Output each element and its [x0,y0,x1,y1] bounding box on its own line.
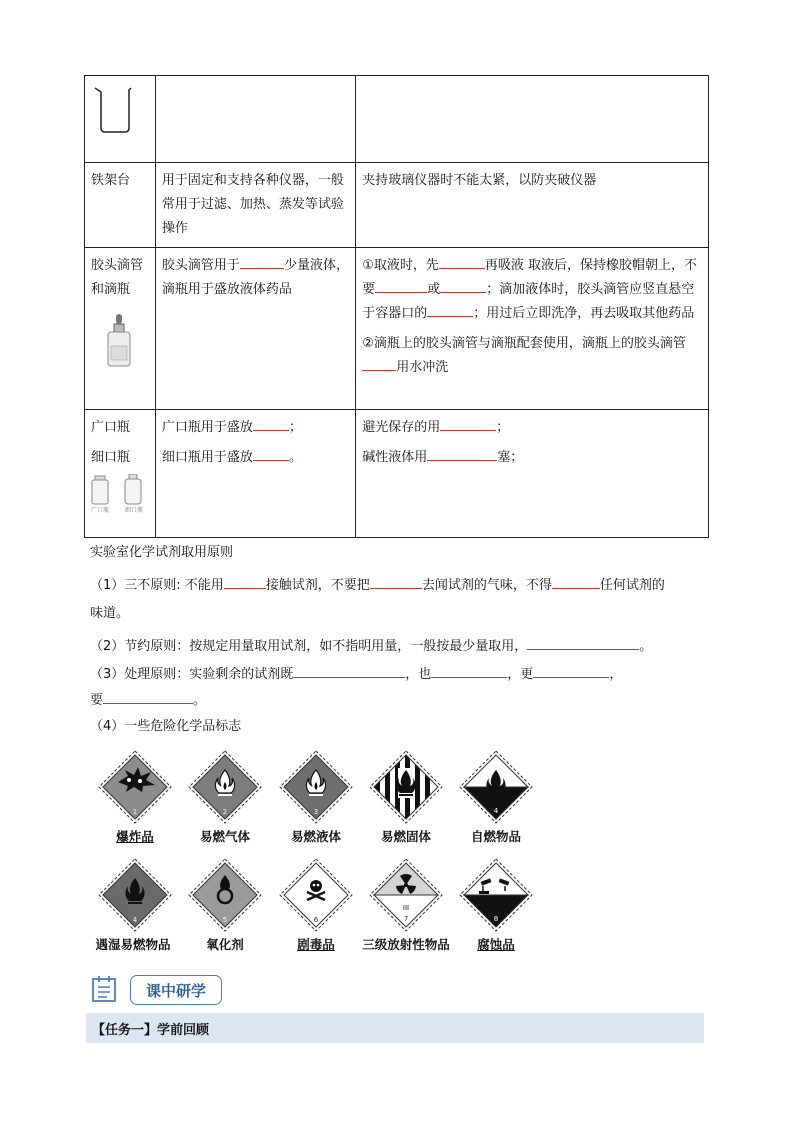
principle-1: （1）三不原则: 不能用 接触试剂，不要把 去闻试剂的气味，不得 任何试剂的 [90,574,665,596]
principle-4: （4）一些危险化学品标志 [90,719,242,734]
svg-text:7: 7 [403,915,409,923]
svg-text:6: 6 [313,916,319,924]
dropper-bottle-image [105,312,135,368]
sign-label: 腐蚀品 [477,937,515,952]
apparatus-name: 胶头滴管和滴瓶 [91,258,144,297]
flammable-gas-sign-icon [188,750,262,824]
answer-blank[interactable] [440,278,486,293]
apparatus-table [84,75,709,538]
task-banner [86,1013,704,1043]
spontaneous-combustion-sign-icon [459,750,533,824]
apparatus-use: 用于固定和支持各种仪器，一般常用于过滤、加热、蒸发等试验操作 [155,163,355,248]
sign-label: 三级放射性物品 [362,937,450,952]
sign-label: 易燃固体 [380,829,431,844]
answer-blank[interactable] [224,574,266,589]
task-title: 【任务一】学前回顾 [92,1023,210,1038]
svg-text:1: 1 [132,808,138,816]
flammable-solid-sign-icon [369,750,443,824]
answer-blank[interactable] [253,446,289,461]
dropper-note-2: ②滴瓶上的胶头滴管与滴瓶配套使用，滴瓶上的胶头滴管用水冲洗 [362,336,686,375]
table-row [85,76,709,163]
apparatus-note: 夹持玻璃仪器时不能太紧，以防夹破仪器 [356,163,709,248]
explosive-sign-icon [98,750,172,824]
sign-label: 剧毒品 [297,937,335,952]
principles-heading: 实验室化学试剂取用原则 [90,545,234,560]
answer-blank[interactable] [427,302,473,317]
answer-blank[interactable] [362,356,396,371]
svg-text:3: 3 [313,808,319,816]
answer-blank[interactable] [431,663,507,678]
sign-label: 爆炸品 [116,829,154,844]
apparatus-name: 细口瓶 [91,450,131,465]
bottle-caption: 细口瓶 [125,507,144,514]
radioactive-sign-icon [369,858,443,932]
beaker-cell [85,76,156,163]
answer-blank[interactable] [103,689,193,704]
svg-text:4: 4 [493,807,499,815]
answer-blank[interactable] [439,254,485,269]
apparatus-name: 广口瓶 [91,420,131,435]
svg-text:4: 4 [132,916,138,924]
sign-label: 自燃物品 [470,829,521,844]
notebook-icon [90,974,120,1004]
answer-blank[interactable] [240,254,284,269]
answer-blank[interactable] [533,663,609,678]
table-row [85,163,709,248]
oxidizer-sign-icon [188,858,262,932]
answer-blank[interactable] [427,446,497,461]
apparatus-name: 铁架台 [85,163,156,248]
sign-label: 遇湿易燃物品 [95,937,171,952]
table-row: 胶头滴管和滴瓶 胶头滴管用于 少量液体，滴瓶用于盛放液体药品 ①取液时，先 再吸液 取液后，保持橡胶帽朝上，不要 或 ；滴加液体时，胶头滴管应竖直悬空于容器口的 ；用过后立即洗净，再去吸取其他药品 ②滴瓶上的胶头滴管与滴瓶配套使用，滴瓶上的胶头滴管用水冲洗 [85,248,709,410]
svg-text:8: 8 [493,915,499,923]
dangerous-when-wet-sign-icon [98,858,172,932]
answer-blank[interactable] [527,635,639,650]
sign-label: 易燃液体 [290,829,341,844]
flammable-liquid-sign-icon [279,750,353,824]
answer-blank[interactable] [440,416,496,431]
table-row: 广口瓶 细口瓶 广口瓶 细口瓶 广口瓶用于盛放 ； 细口瓶用于盛放 。 避光保存的用 ； 碱性液体用 塞； [85,410,709,538]
bottle-caption: 广口瓶 [91,507,110,514]
svg-text:5: 5 [222,916,228,924]
toxic-sign-icon [279,858,353,932]
dropper-note-1: ①取液时，先 再吸液 取液后，保持橡胶帽朝上，不要 或 ；滴加液体时，胶头滴管应竖直悬空于容器口的 ；用过后立即洗净，再去吸取其他药品 [362,254,702,326]
principle-2: （2）节约原则：按规定用量取用试剂，如不指明用量，一般按最少量取用， 。 [90,635,652,657]
principle-3: （3）处理原则：实验剩余的试剂既 ，也 ，更 ， [90,663,622,685]
answer-blank[interactable] [552,574,600,589]
svg-text:2: 2 [222,808,228,816]
sign-label: 易燃气体 [199,829,250,844]
answer-blank[interactable] [293,663,405,678]
corrosive-sign-icon [459,858,533,932]
answer-blank[interactable] [253,416,289,431]
answer-blank[interactable] [375,278,427,293]
bottles-image [91,474,149,518]
svg-text:III: III [402,904,410,912]
beaker-image [91,82,135,134]
section-tag: 课中研学 [130,975,222,1005]
answer-blank[interactable] [370,574,422,589]
sign-label: 氧化剂 [206,937,244,952]
